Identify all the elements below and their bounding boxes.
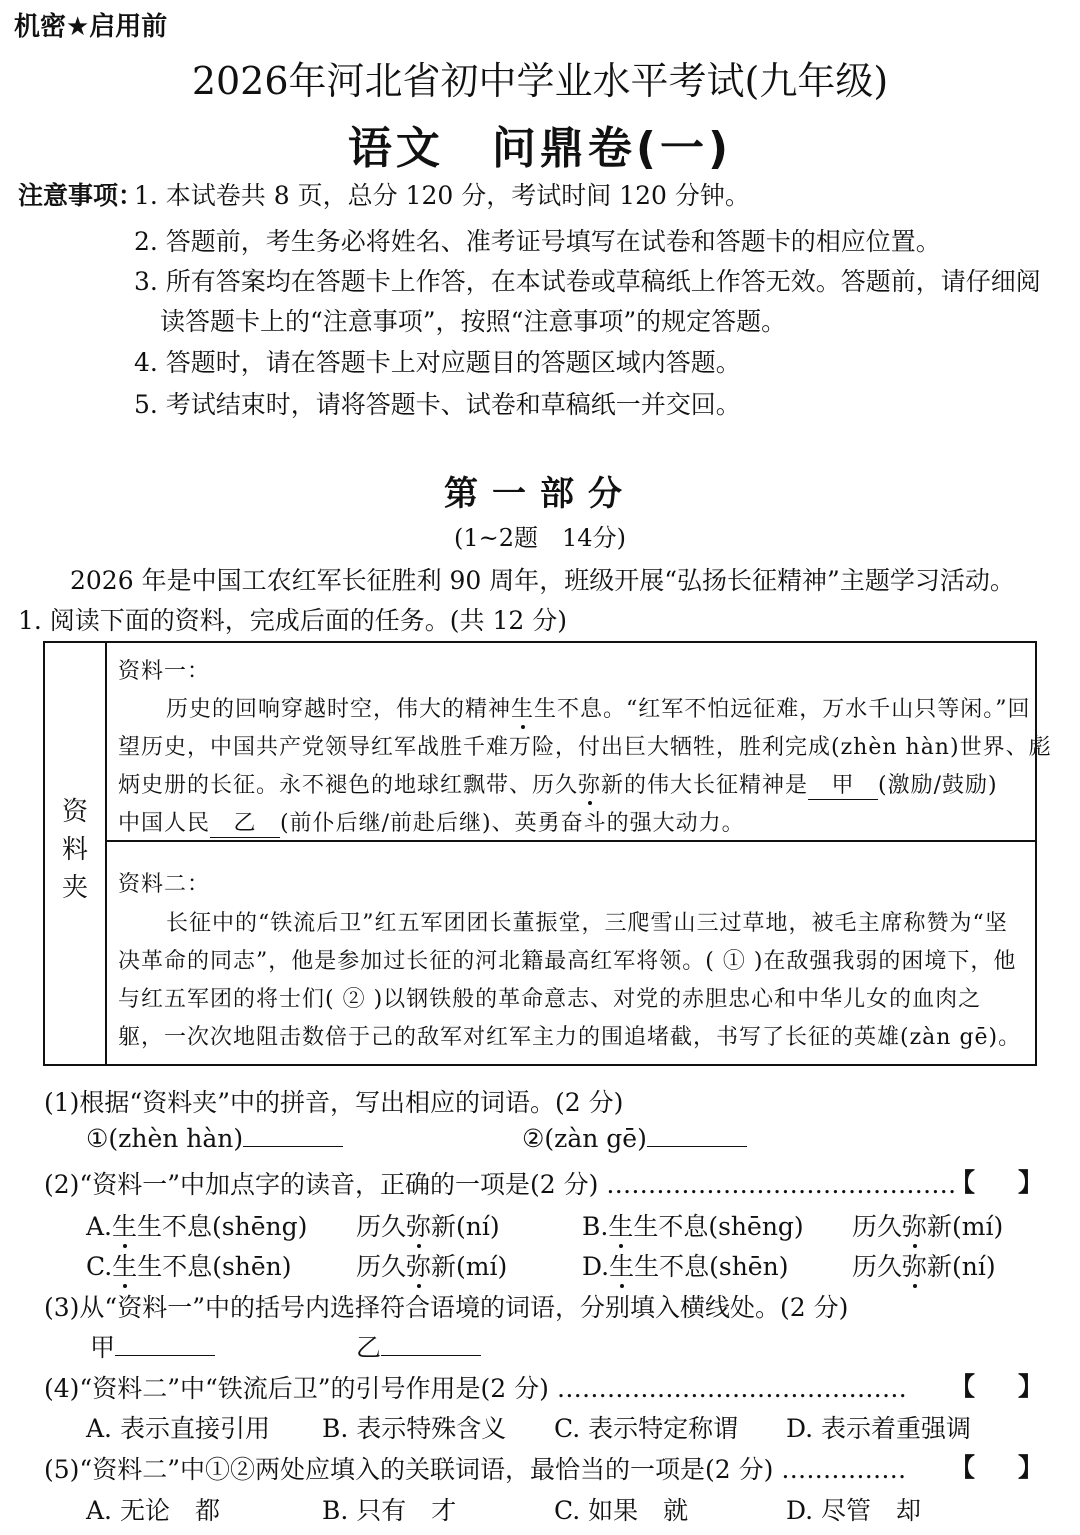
option-letter: B. [582,1212,609,1241]
option-letter: C. [86,1252,113,1281]
answer-bracket-open: 【 [950,1168,976,1197]
part-range: (1~2题 14分) [454,524,626,552]
dotted-char: 生 [608,1212,634,1241]
option-d: D. 尽管 却 [786,1496,922,1525]
text-run: (前仆后继/前赴后继)、英勇奋斗的强大动力。 [280,811,745,836]
option-b: B. 表示特殊含义 [322,1414,507,1443]
notice-item-1: 1. 本试卷共 8 页，总分 120 分，考试时间 120 分钟。 [134,181,750,210]
option-b-2 [852,1207,1003,1243]
part-intro: 2026 年是中国工农红军长征胜利 90 周年，班级开展“弘扬长征精神”主题学习活动。 [70,566,1015,595]
dotted-char: 弥 [578,773,602,798]
pinyin-label: ①(zhèn hàn) [86,1124,244,1153]
option-d: D. 表示着重强调 [786,1414,972,1443]
notice-item-3-cont: 读答题卡上的“注意事项”，按照“注意事项”的规定答题。 [160,307,787,336]
blank-label: 甲 [90,1333,116,1362]
answer-blank[interactable] [115,1355,215,1356]
material-2-title: 资料二： [118,872,211,897]
dotted-char: 弥 [406,1252,432,1281]
notice-item-4: 4. 答题时，请在答题卡上对应题目的答题区域内答题。 [134,348,741,377]
question-1-5: (5)“资料二”中①②两处应填入的关联词语，最恰当的一项是(2 分) …………… [44,1455,907,1484]
answer-bracket-open: 【 [950,1372,976,1401]
material-2-line-3: 与红五军团的将士们( ② )以钢铁般的革命意志、对党的赤胆忠心和中华儿女的血肉之 [118,987,982,1012]
text-run: 新的伟大长征精神是 [601,773,809,798]
option-text: 历久 [852,1212,903,1241]
option-b: B. 只有 才 [322,1496,457,1525]
option-text: 生不息(shēn) [137,1252,292,1281]
material-1-line-4 [118,806,745,838]
option-a: A. 表示直接引用 [86,1414,270,1443]
option-letter: D. [582,1252,610,1281]
option-text: 新(mí) [431,1252,508,1281]
exam-subtitle: 语文 问鼎卷(一) [347,123,733,174]
answer-bracket-close: 】 [1018,1372,1044,1401]
blank-yi: 乙 [210,806,280,838]
text-run: 生不息。“红军不怕远征难，万水千山只等闲。”回 [534,697,1031,722]
option-a-2 [356,1207,500,1243]
material-2-line-1: 长征中的“铁流后卫”红五军团团长董振堂，三爬雪山三过草地，被毛主席称赞为“坚 [166,911,1008,936]
answer-blank[interactable] [243,1146,343,1147]
question-1-2: (2)“资料一”中加点字的读音，正确的一项是(2 分) …………………………………… [44,1170,957,1199]
option-c [86,1247,292,1283]
option-a [86,1207,307,1243]
question-1-3: (3)从“资料一”中的括号内选择符合语境的词语，分别填入横线处。(2 分) [44,1293,849,1322]
dotted-char: 生 [511,697,535,722]
question-1-1-part-a [86,1124,343,1153]
answer-bracket-open: 【 [950,1453,976,1482]
answer-bracket-close: 】 [1018,1453,1044,1482]
text-run: (激励/鼓励) [878,773,998,798]
question-1-stem: 1. 阅读下面的资料，完成后面的任务。(共 12 分) [18,606,568,635]
material-2-line-2: 决革命的同志”，他是参加过长征的河北籍最高红军将领。( ① )在敌强我弱的困境下，他 [118,949,1017,974]
answer-blank[interactable] [381,1355,481,1356]
material-2-line-4: 躯，一次次地阻击数倍于己的敌军对红军主力的围追堵截，书写了长征的英雄(zàn gē)。 [118,1025,1022,1050]
option-text: 新(ní) [431,1212,500,1241]
dotted-char: 生 [609,1252,635,1281]
option-text: 生不息(shēng) [633,1212,804,1241]
exam-title: 2026年河北省初中学业水平考试(九年级) [191,59,889,103]
option-d-2 [852,1247,996,1283]
material-1-line-3 [118,768,998,800]
material-1-line-2: 望历史，中国共产党领导红军战胜千难万险，付出巨大牺牲，胜利完成(zhèn hàn)世界、彪 [118,735,1052,760]
dotted-char: 生 [112,1212,138,1241]
option-text: 历久 [356,1212,407,1241]
option-text: 生不息(shēng) [137,1212,308,1241]
option-a: A. 无论 都 [86,1496,220,1525]
option-text: 生不息(shēn) [634,1252,789,1281]
option-text: 新(mí) [927,1212,1004,1241]
option-d [582,1247,788,1283]
question-1-1: (1)根据“资料夹”中的拼音，写出相应的词语。(2 分) [44,1088,624,1117]
part-title: 第一部分 [444,474,636,514]
answer-blank[interactable] [647,1146,747,1147]
answer-bracket-close: 】 [1018,1168,1044,1197]
option-b [582,1207,804,1243]
option-c: C. 表示特定称谓 [554,1414,739,1443]
option-letter: A. [86,1212,113,1241]
question-1-3-yi [356,1328,481,1364]
notice-item-3: 3. 所有答案均在答题卡上作答，在本试卷或草稿纸上作答无效。答题前，请仔细阅 [134,267,1041,296]
notice-label: 注意事项： [18,181,144,210]
dotted-char: 生 [112,1252,138,1281]
blank-jia: 甲 [808,768,878,800]
folder-divider-vertical [105,643,107,1064]
notice-item-5: 5. 考试结束时，请将答题卡、试卷和草稿纸一并交回。 [134,390,741,419]
option-c: C. 如果 就 [554,1496,689,1525]
question-1-4: (4)“资料二”中“铁流后卫”的引号作用是(2 分) …………………………………… [44,1374,907,1403]
pinyin-label: ②(zàn gē) [522,1124,647,1153]
option-text: 新(ní) [927,1252,996,1281]
option-text: 历久 [356,1252,407,1281]
dotted-char: 弥 [902,1252,928,1281]
question-1-3-jia [90,1328,215,1364]
blank-label: 乙 [356,1333,382,1362]
text-run: 历史的回响穿越时空，伟大的精神 [166,697,512,722]
folder-divider-horizontal [105,840,1035,842]
option-text: 历久 [852,1252,903,1281]
dotted-char: 弥 [902,1212,928,1241]
option-c-2 [356,1247,507,1283]
text-run: 炳史册的长征。永不褪色的地球红飘带、历久 [118,773,579,798]
folder-label-text: 资料夹 [61,797,88,903]
material-1-line-1 [166,692,1031,723]
folder-label [45,793,105,907]
notice-item-2: 2. 答题前，考生务必将姓名、准考证号填写在试卷和答题卡的相应位置。 [134,227,941,256]
text-run: 中国人民 [118,811,211,836]
confidential-label: 机密★启用前 [14,12,168,42]
dotted-char: 弥 [406,1212,432,1241]
material-1-title: 资料一： [118,659,211,684]
question-1-1-part-b [522,1124,747,1153]
